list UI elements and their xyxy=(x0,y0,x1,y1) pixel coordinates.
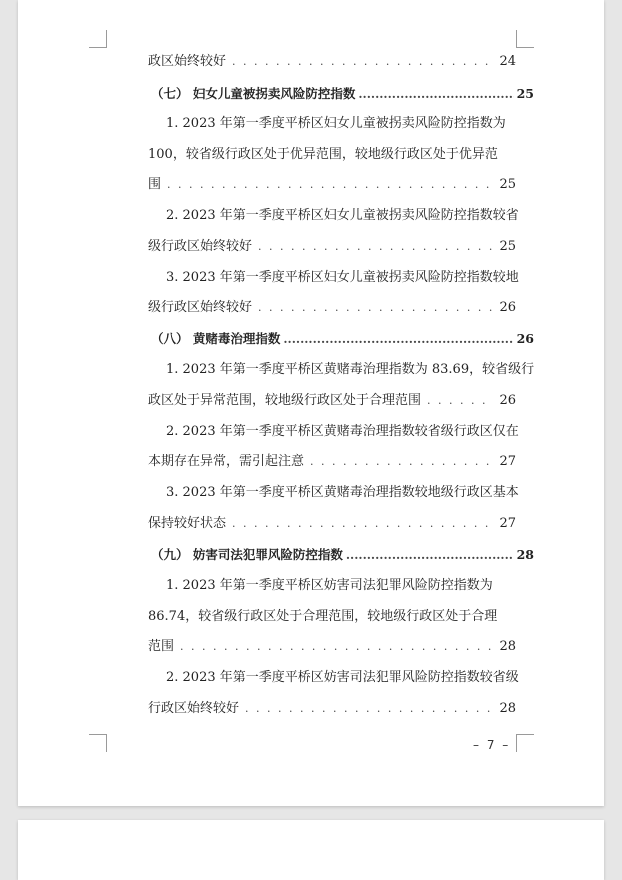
toc-entry[interactable]: 级行政区始终较好 . . . 25 xyxy=(148,237,516,257)
crop-mark-bottom-right xyxy=(516,734,534,752)
toc-entry[interactable]: 围 . . . 25 xyxy=(148,175,516,195)
crop-mark-bottom-left xyxy=(89,734,107,752)
page-ref: 26 xyxy=(516,331,534,346)
page-number: – 7 – xyxy=(473,738,511,752)
page-ref: 28 xyxy=(516,547,534,562)
toc-entry-line[interactable]: 1. 2023 年第一季度平桥区妨害司法犯罪风险防控指数为 xyxy=(166,578,493,593)
crop-mark-top-left xyxy=(89,30,107,48)
page-ref: 28 xyxy=(499,701,516,716)
page-ref: 25 xyxy=(499,177,516,192)
toc-entry-line[interactable]: 100，较省级行政区处于优异范围，较地级行政区处于优异范 xyxy=(148,147,498,162)
toc-entry[interactable]: 政区始终较好 . . . 24 xyxy=(148,52,516,72)
toc-entry-line[interactable]: 2. 2023 年第一季度平桥区妇女儿童被拐卖风险防控指数较省 xyxy=(166,208,519,223)
page-ref: 27 xyxy=(499,454,516,469)
toc-entry-line[interactable]: 3. 2023 年第一季度平桥区黄赌毒治理指数较地级行政区基本 xyxy=(166,485,519,500)
toc-entry[interactable]: 范围 . . . 28 xyxy=(148,637,516,657)
page-ref: 26 xyxy=(499,393,516,408)
toc-entry[interactable]: 级行政区始终较好 . . . 26 xyxy=(148,298,516,318)
page-ref: 25 xyxy=(516,86,534,101)
toc-heading[interactable]: （九） 妨害司法犯罪风险防控指数 ..... 28 xyxy=(151,545,534,565)
page-ref: 28 xyxy=(499,639,516,654)
document-page xyxy=(18,0,604,806)
crop-mark-top-right xyxy=(516,30,534,48)
page-ref: 26 xyxy=(499,300,516,315)
toc-entry[interactable]: 保持较好状态 . . . 27 xyxy=(148,514,516,534)
toc-entry-line[interactable]: 1. 2023 年第一季度平桥区妇女儿童被拐卖风险防控指数为 xyxy=(166,116,506,131)
toc-entry[interactable]: 政区处于异常范围，较地级行政区处于合理范围 . . . 26 xyxy=(148,391,516,411)
page-ref: 27 xyxy=(499,516,516,531)
toc-heading[interactable]: （八） 黄赌毒治理指数 ..... 26 xyxy=(151,329,534,349)
next-page xyxy=(18,820,604,880)
toc-entry[interactable]: 行政区始终较好 . . . 28 xyxy=(148,699,516,719)
toc-entry-line[interactable]: 3. 2023 年第一季度平桥区妇女儿童被拐卖风险防控指数较地 xyxy=(166,270,519,285)
toc-entry[interactable]: 本期存在异常，需引起注意 . . . 27 xyxy=(148,452,516,472)
page-ref: 25 xyxy=(499,239,516,254)
toc-entry-line[interactable]: 86.74，较省级行政区处于合理范围，较地级行政区处于合理 xyxy=(148,609,498,624)
toc-entry-line[interactable]: 1. 2023 年第一季度平桥区黄赌毒治理指数为 83.69，较省级行 xyxy=(166,362,534,377)
toc-heading[interactable]: （七） 妇女儿童被拐卖风险防控指数 ..... 25 xyxy=(151,84,534,104)
page-ref: 24 xyxy=(499,54,516,69)
toc-entry-line[interactable]: 2. 2023 年第一季度平桥区妨害司法犯罪风险防控指数较省级 xyxy=(166,670,519,685)
toc-entry-line[interactable]: 2. 2023 年第一季度平桥区黄赌毒治理指数较省级行政区仅在 xyxy=(166,424,519,439)
